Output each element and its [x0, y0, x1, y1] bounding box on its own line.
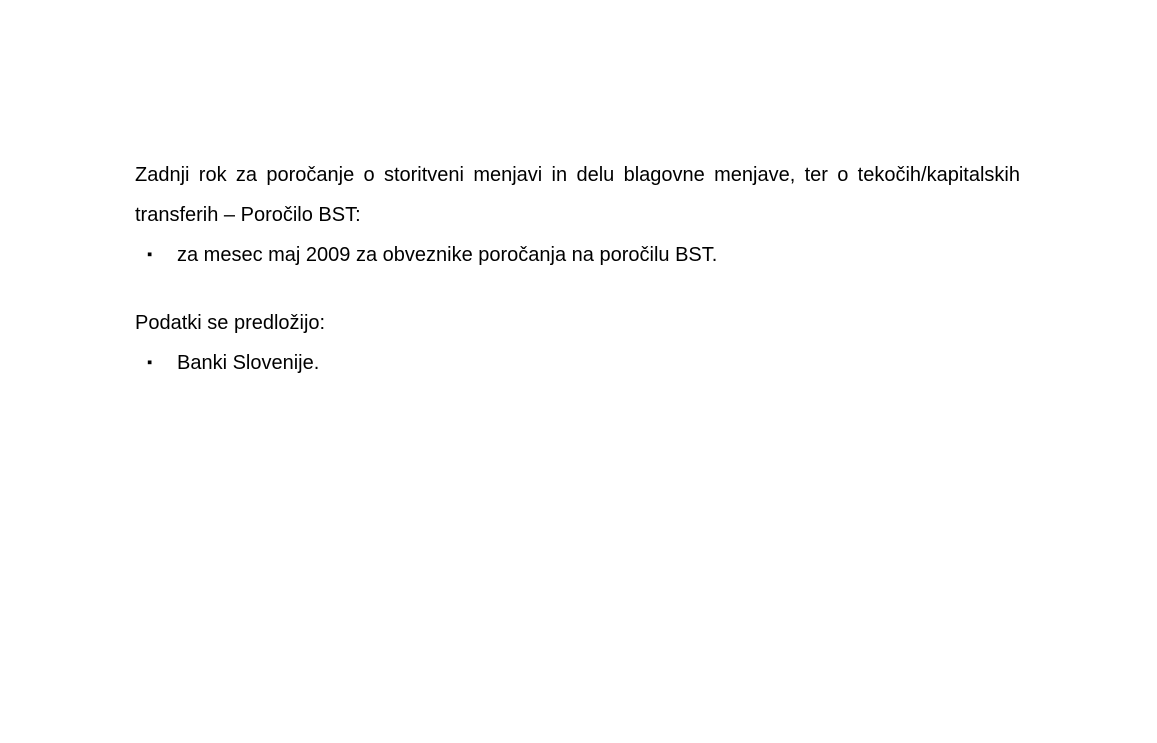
- list-item-submit: [135, 343, 1020, 383]
- list-item-deadline: [135, 235, 1020, 275]
- bullet-icon: ▪: [147, 354, 153, 371]
- text-block: [135, 155, 1020, 383]
- paragraph-deadline: Zadnji rok za poročanje o storitveni menjavi in delu blagovne menjave, ter o tekočih/kapitalskih transferih – Poročilo BST:: [135, 164, 1020, 226]
- list-item-text: Banki Slovenije.: [177, 352, 320, 374]
- list-item-text: za mesec maj 2009 za obveznike poročanja na poročilu BST.: [177, 244, 718, 266]
- bullet-icon: ▪: [147, 246, 153, 263]
- paragraph-submit: Podatki se predložijo:: [135, 312, 326, 334]
